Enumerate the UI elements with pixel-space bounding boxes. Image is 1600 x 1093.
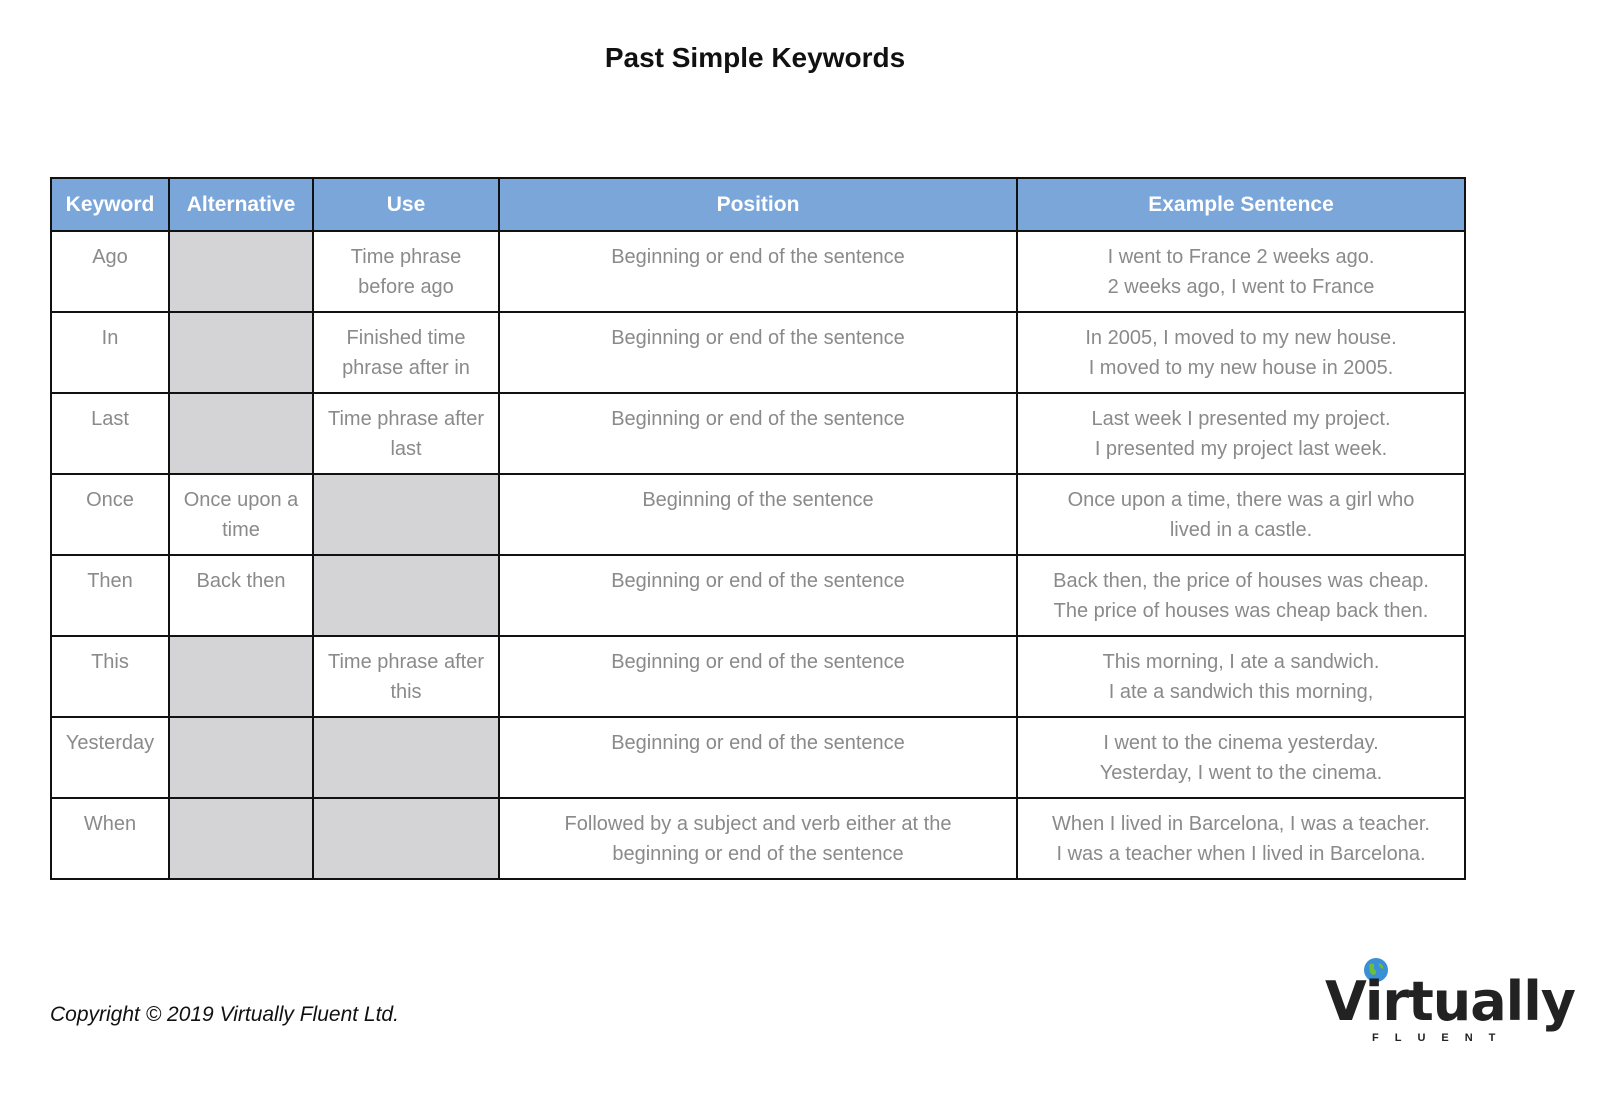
cell-use-line: Time phrase after xyxy=(328,651,484,673)
cell-position xyxy=(499,555,1017,636)
cell-example-sentence-line: When I lived in Barcelona, I was a teacher. xyxy=(1052,813,1430,835)
table-row xyxy=(51,717,1465,798)
cell-example-sentence xyxy=(1017,393,1465,474)
cell-example-sentence xyxy=(1017,474,1465,555)
cell-use-line: before ago xyxy=(358,276,454,298)
cell-example-sentence xyxy=(1017,636,1465,717)
cell-example-sentence xyxy=(1017,717,1465,798)
cell-use-line: phrase after in xyxy=(342,357,470,379)
cell-keyword xyxy=(51,636,169,717)
header-alternative: Alternative xyxy=(169,178,313,231)
cell-alternative-line: Back then xyxy=(196,570,286,592)
cell-use-line: Finished time xyxy=(346,327,466,349)
header-example-sentence: Example Sentence xyxy=(1017,178,1465,231)
keywords-table xyxy=(50,177,1466,880)
cell-example-sentence-line: lived in a castle. xyxy=(1169,519,1313,541)
cell-keyword xyxy=(51,393,169,474)
table-row xyxy=(51,312,1465,393)
table-row xyxy=(51,474,1465,555)
table-body xyxy=(51,231,1465,879)
cell-alternative xyxy=(169,555,313,636)
table-row xyxy=(51,393,1465,474)
cell-keyword xyxy=(51,474,169,555)
cell-example-sentence xyxy=(1017,231,1465,312)
cell-keyword-text: Yesterday xyxy=(65,732,155,754)
cell-example-sentence xyxy=(1017,555,1465,636)
cell-use xyxy=(313,474,499,555)
cell-position-line: Beginning or end of the sentence xyxy=(611,327,905,349)
cell-use xyxy=(313,312,499,393)
cell-alternative-line: time xyxy=(222,519,260,541)
cell-keyword xyxy=(51,798,169,879)
header-row xyxy=(51,178,1465,231)
cell-keyword xyxy=(51,312,169,393)
cell-position xyxy=(499,312,1017,393)
cell-alternative xyxy=(169,231,313,312)
table-row xyxy=(51,555,1465,636)
cell-keyword-text: Once xyxy=(86,489,134,511)
cell-example-sentence-line: I ate a sandwich this morning, xyxy=(1108,681,1374,703)
cell-position-line: beginning or end of the sentence xyxy=(612,843,904,865)
cell-position-line: Beginning or end of the sentence xyxy=(611,732,905,754)
cell-use xyxy=(313,231,499,312)
cell-position-line: Beginning or end of the sentence xyxy=(611,408,905,430)
page-title: Past Simple Keywords xyxy=(604,42,906,73)
cell-position-line: Beginning or end of the sentence xyxy=(611,651,905,673)
cell-example-sentence-line: I went to France 2 weeks ago. xyxy=(1107,246,1375,268)
logo-subtitle: FLUENT xyxy=(1372,1032,1512,1044)
cell-use xyxy=(313,555,499,636)
cell-example-sentence-line: I was a teacher when I lived in Barcelona. xyxy=(1056,843,1426,865)
cell-alternative xyxy=(169,636,313,717)
cell-example-sentence-line: I went to the cinema yesterday. xyxy=(1103,732,1379,754)
cell-position xyxy=(499,393,1017,474)
cell-example-sentence-line: Once upon a time, there was a girl who xyxy=(1067,489,1415,511)
cell-keyword-text: In xyxy=(101,327,119,349)
cell-keyword xyxy=(51,717,169,798)
cell-example-sentence-line: The price of houses was cheap back then. xyxy=(1053,600,1429,622)
cell-example-sentence-line: 2 weeks ago, I went to France xyxy=(1107,276,1375,298)
cell-position-line: Followed by a subject and verb either at the xyxy=(564,813,952,835)
cell-alternative-line: Once upon a xyxy=(183,489,299,511)
cell-keyword-text: When xyxy=(83,813,137,835)
cell-position-line: Beginning of the sentence xyxy=(642,489,874,511)
cell-example-sentence-line: Back then, the price of houses was cheap. xyxy=(1053,570,1429,592)
cell-keyword-text: This xyxy=(91,651,129,673)
cell-example-sentence-line: Yesterday, I went to the cinema. xyxy=(1099,762,1383,784)
cell-keyword-text: Ago xyxy=(92,246,128,268)
cell-example-sentence xyxy=(1017,312,1465,393)
cell-position xyxy=(499,474,1017,555)
virtually-fluent-logo xyxy=(1320,955,1575,1050)
cell-alternative xyxy=(169,312,313,393)
cell-use xyxy=(313,393,499,474)
table-row xyxy=(51,231,1465,312)
header-position: Position xyxy=(499,178,1017,231)
cell-use xyxy=(313,717,499,798)
table-row xyxy=(51,636,1465,717)
cell-alternative xyxy=(169,798,313,879)
cell-position-line: Beginning or end of the sentence xyxy=(611,246,905,268)
header-use: Use xyxy=(313,178,499,231)
cell-example-sentence-line: I presented my project last week. xyxy=(1094,438,1388,460)
cell-example-sentence-line: This morning, I ate a sandwich. xyxy=(1102,651,1380,673)
cell-use xyxy=(313,636,499,717)
cell-example-sentence-line: In 2005, I moved to my new house. xyxy=(1085,327,1397,349)
cell-alternative xyxy=(169,474,313,555)
cell-keyword-text: Then xyxy=(87,570,133,592)
cell-use-line: last xyxy=(390,438,422,460)
cell-alternative xyxy=(169,717,313,798)
cell-position xyxy=(499,798,1017,879)
cell-use xyxy=(313,798,499,879)
cell-use-line: this xyxy=(390,681,422,703)
cell-position xyxy=(499,231,1017,312)
cell-position xyxy=(499,717,1017,798)
cell-keyword-text: Last xyxy=(91,408,129,430)
cell-keyword xyxy=(51,555,169,636)
cell-keyword xyxy=(51,231,169,312)
logo-wordmark: Virtually xyxy=(1325,970,1575,1033)
cell-position xyxy=(499,636,1017,717)
cell-example-sentence xyxy=(1017,798,1465,879)
cell-alternative xyxy=(169,393,313,474)
cell-example-sentence-line: I moved to my new house in 2005. xyxy=(1088,357,1394,379)
cell-position-line: Beginning or end of the sentence xyxy=(611,570,905,592)
cell-use-line: Time phrase after xyxy=(328,408,484,430)
copyright-text: Copyright © 2019 Virtually Fluent Ltd. xyxy=(50,1003,399,1026)
header-keyword: Keyword xyxy=(51,178,169,231)
table-row xyxy=(51,798,1465,879)
cell-example-sentence-line: Last week I presented my project. xyxy=(1091,408,1391,430)
cell-use-line: Time phrase xyxy=(350,246,462,268)
